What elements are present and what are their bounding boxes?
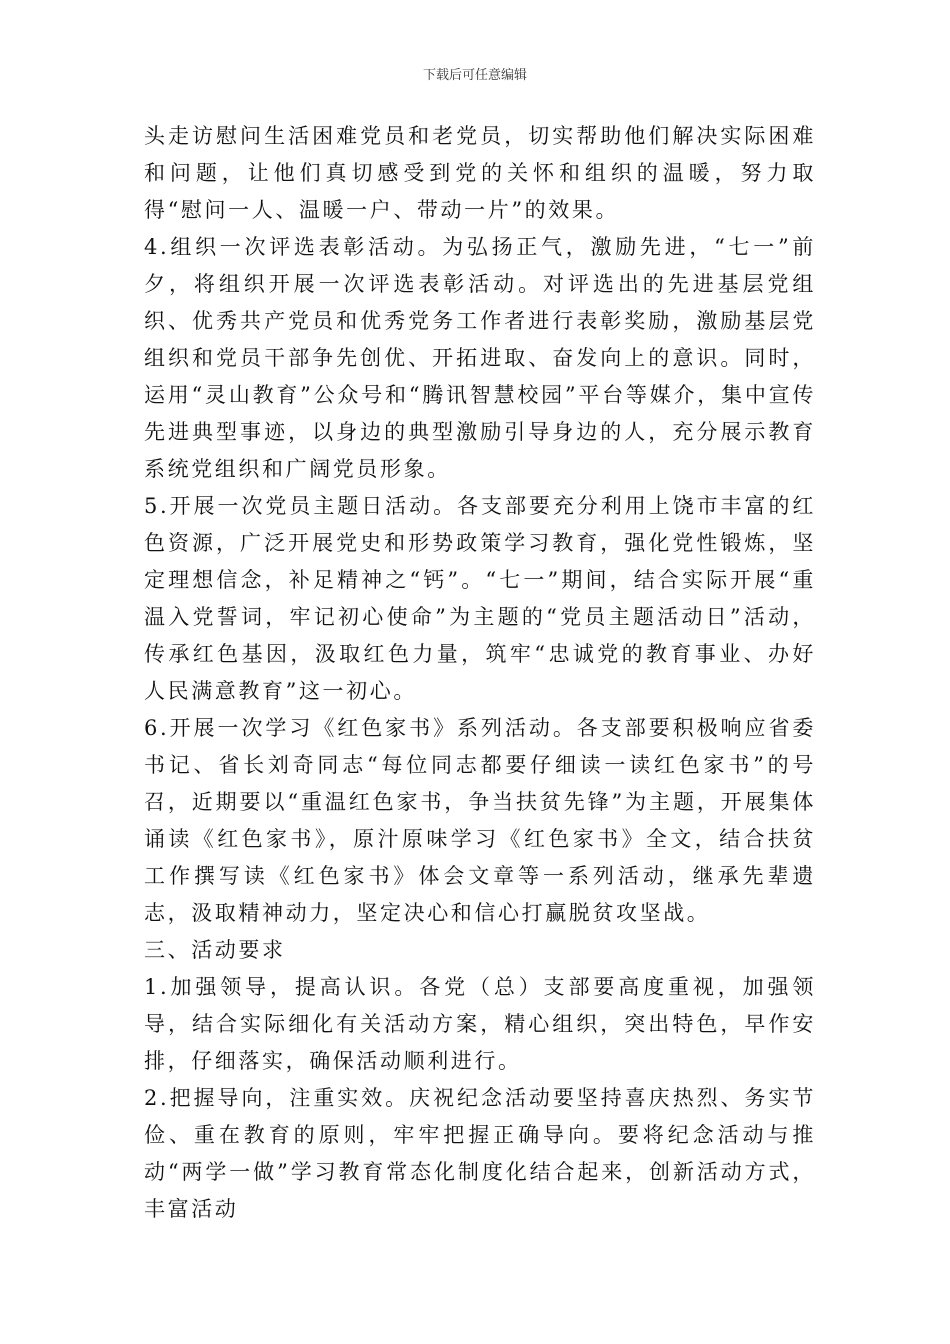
paragraph-item-6: 6.开展一次学习《红色家书》系列活动。各支部要积极响应省委书记、省长刘奇同志“每位同志都要仔细读一读红色家书”的号召，近期要以“重温红色家书，争当扶贫先锋”为主题，开展集体诵读《红色家书》，原汁原味学习《红色家书》全文，结合扶贫工作撰写读《红色家书》体会文章等一系列活动，继承先辈遗志，汲取精神动力，坚定决心和信心打赢脱贫攻坚战。 — [144, 716, 816, 925]
section-heading: 三、活动要求 — [144, 938, 286, 962]
paragraph-continuation: 头走访慰问生活困难党员和老党员，切实帮助他们解决实际困难和问题，让他们真切感受到党的关怀和组织的温暖，努力取得“慰问一人、温暖一户、带动一片”的效果。 — [144, 124, 816, 222]
paragraph-item-4: 4.组织一次评选表彰活动。为弘扬正气，激励先进，“七一”前夕，将组织开展一次评选表彰活动。对评选出的先进基层党组织、优秀共产党员和优秀党务工作者进行表彰奖励，激励基层党组织和党员干部争先创优、开拓进取、奋发向上的意识。同时，运用“灵山教育”公众号和“腾讯智慧校园”平台等媒介，集中宣传先进典型事迹，以身边的典型激励引导身边的人，充分展示教育系统党组织和广阔党员形象。 — [144, 235, 816, 481]
paragraph-requirement-1: 1.加强领导，提高认识。各党（总）支部要高度重视，加强领导，结合实际细化有关活动方案，精心组织，突出特色，早作安排，仔细落实，确保活动顺利进行。 — [144, 975, 816, 1073]
document-body — [144, 118, 816, 1228]
paragraph-item-5: 5.开展一次党员主题日活动。各支部要充分利用上饶市丰富的红色资源，广泛开展党史和形势政策学习教育，强化党性锻炼，坚定理想信念，补足精神之“钙”。“七一”期间，结合实际开展“重温入党誓词，牢记初心使命”为主题的“党员主题活动日”活动，传承红色基因，汲取红色力量，筑牢“忠诚党的教育事业、办好人民满意教育”这一初心。 — [144, 494, 816, 703]
paragraph-requirement-2: 2.把握导向，注重实效。庆祝纪念活动要坚持喜庆热烈、务实节俭、重在教育的原则，牢牢把握正确导向。要将纪念活动与推动“两学一做”学习教育常态化制度化结合起来，创新活动方式，丰富活动 — [144, 1086, 816, 1221]
page-header: 下载后可任意编辑 — [422, 68, 527, 83]
